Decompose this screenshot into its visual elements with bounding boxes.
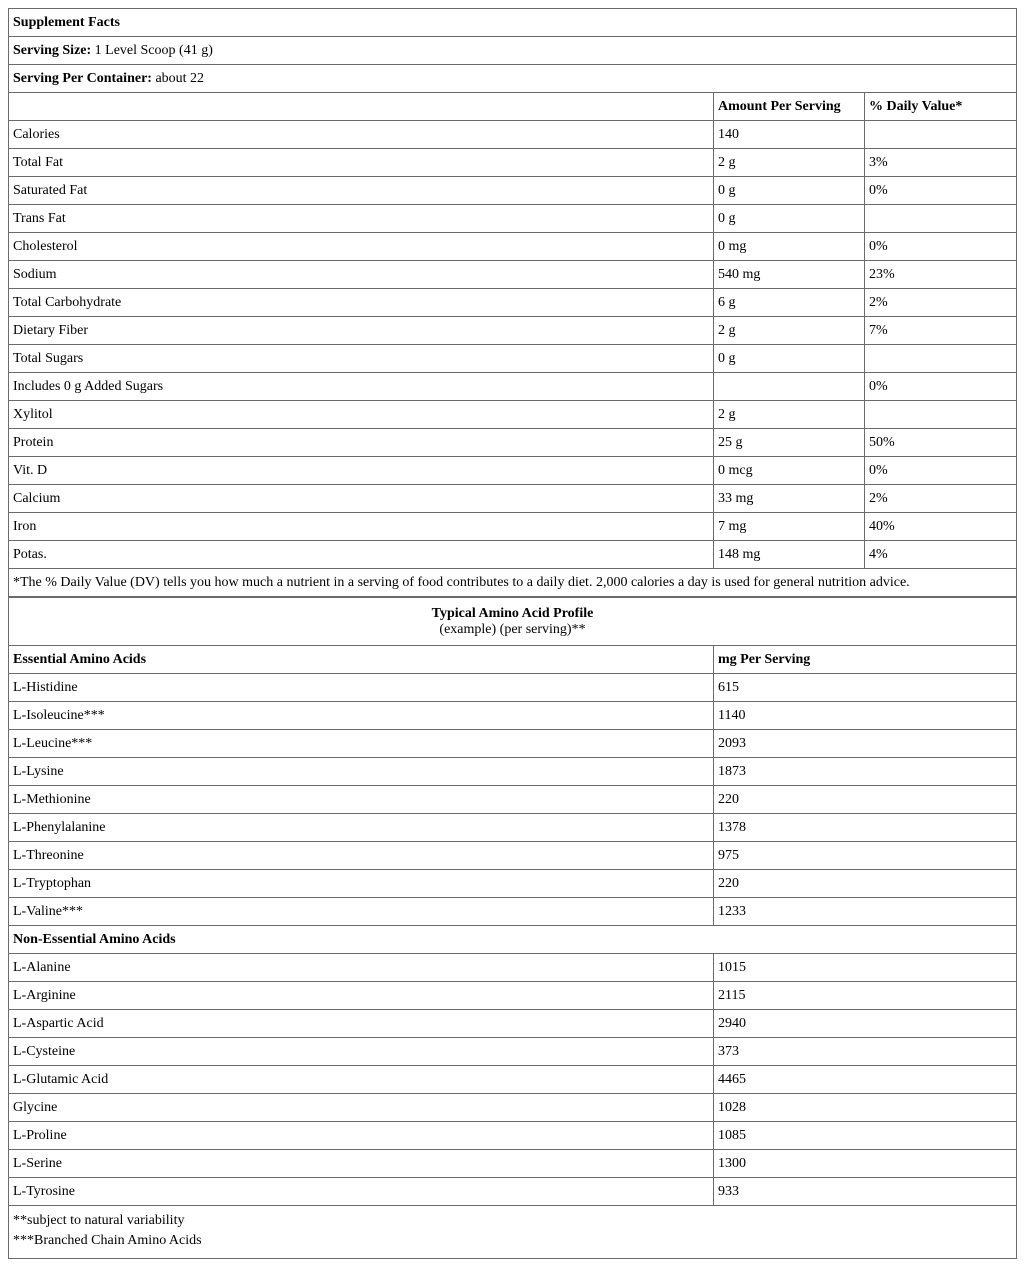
amino-name: L-Threonine <box>9 842 714 870</box>
essential-header: Essential Amino Acids <box>9 646 714 674</box>
footnote-bcaa: ***Branched Chain Amino Acids <box>13 1233 202 1248</box>
nutrient-name: Saturated Fat <box>9 177 714 205</box>
nutrient-name: Total Carbohydrate <box>9 289 714 317</box>
amino-name: L-Histidine <box>9 674 714 702</box>
amino-mg: 373 <box>714 1038 1017 1066</box>
daily-value-column-header: % Daily Value* <box>865 93 1017 121</box>
facts-title-row <box>9 9 1017 37</box>
nutrient-row <box>9 289 1017 317</box>
nutrient-amount: 0 mg <box>714 233 865 261</box>
supplement-facts-table <box>8 8 1017 597</box>
amino-name: L-Proline <box>9 1122 714 1150</box>
essential-amino-row <box>9 730 1017 758</box>
amount-column-header: Amount Per Serving <box>714 93 865 121</box>
nonessential-amino-row <box>9 1150 1017 1178</box>
nutrient-daily-value <box>865 121 1017 149</box>
daily-value-disclaimer: *The % Daily Value (DV) tells you how much a nutrient in a serving of food contributes to a daily diet. 2,000 calories a day is used for general nutrition advice. <box>9 569 1017 597</box>
nutrient-amount <box>714 373 865 401</box>
nutrient-row <box>9 121 1017 149</box>
nutrient-daily-value: 0% <box>865 457 1017 485</box>
nutrient-row <box>9 457 1017 485</box>
servings-value: about 22 <box>155 70 205 86</box>
nonessential-amino-row <box>9 982 1017 1010</box>
servings-label: Serving Per Container: <box>13 70 152 86</box>
essential-header-row <box>9 646 1017 674</box>
amino-name: L-Aspartic Acid <box>9 1010 714 1038</box>
nutrient-daily-value <box>865 205 1017 233</box>
nutrient-daily-value: 3% <box>865 149 1017 177</box>
nutrient-amount: 0 g <box>714 177 865 205</box>
amino-name: Glycine <box>9 1094 714 1122</box>
amino-name: L-Isoleucine*** <box>9 702 714 730</box>
amino-mg: 1028 <box>714 1094 1017 1122</box>
nutrient-row <box>9 317 1017 345</box>
amino-mg: 933 <box>714 1178 1017 1206</box>
nutrient-name: Includes 0 g Added Sugars <box>9 373 714 401</box>
servings-per-container <box>9 65 1017 93</box>
nutrient-amount: 7 mg <box>714 513 865 541</box>
amino-mg: 2115 <box>714 982 1017 1010</box>
nutrient-row <box>9 485 1017 513</box>
amino-title: Typical Amino Acid Profile <box>431 605 594 621</box>
nutrient-amount: 0 mcg <box>714 457 865 485</box>
nutrient-name: Sodium <box>9 261 714 289</box>
amino-title-row <box>9 598 1017 646</box>
amino-subtitle: (example) (per serving)** <box>439 621 586 637</box>
nutrient-daily-value: 2% <box>865 289 1017 317</box>
essential-amino-row <box>9 702 1017 730</box>
serving-size-label: Serving Size: <box>13 42 92 58</box>
amino-mg: 1085 <box>714 1122 1017 1150</box>
amino-mg: 1140 <box>714 702 1017 730</box>
nutrient-name: Xylitol <box>9 401 714 429</box>
nutrient-row <box>9 177 1017 205</box>
amino-title-cell <box>9 598 1017 646</box>
nutrient-row <box>9 401 1017 429</box>
essential-amino-row <box>9 758 1017 786</box>
amino-name: L-Leucine*** <box>9 730 714 758</box>
nutrient-daily-value: 2% <box>865 485 1017 513</box>
amino-mg: 2093 <box>714 730 1017 758</box>
nutrient-daily-value: 23% <box>865 261 1017 289</box>
amino-mg: 1015 <box>714 954 1017 982</box>
mg-column-header: mg Per Serving <box>714 646 1017 674</box>
amino-mg: 2940 <box>714 1010 1017 1038</box>
nutrient-daily-value: 0% <box>865 373 1017 401</box>
nutrient-amount: 0 g <box>714 205 865 233</box>
amino-name: L-Valine*** <box>9 898 714 926</box>
nutrient-daily-value <box>865 345 1017 373</box>
facts-header-row <box>9 93 1017 121</box>
nonessential-amino-row <box>9 954 1017 982</box>
essential-amino-row <box>9 842 1017 870</box>
amino-mg: 220 <box>714 786 1017 814</box>
nonessential-amino-row <box>9 1094 1017 1122</box>
footnotes <box>9 1206 1017 1259</box>
amino-name: L-Methionine <box>9 786 714 814</box>
amino-name: L-Alanine <box>9 954 714 982</box>
nutrient-name: Potas. <box>9 541 714 569</box>
nonessential-header-row <box>9 926 1017 954</box>
essential-amino-row <box>9 898 1017 926</box>
essential-amino-row <box>9 674 1017 702</box>
nutrient-row <box>9 513 1017 541</box>
essential-amino-row <box>9 786 1017 814</box>
nutrient-row <box>9 345 1017 373</box>
nutrient-name: Trans Fat <box>9 205 714 233</box>
nutrient-name: Dietary Fiber <box>9 317 714 345</box>
nutrient-row <box>9 205 1017 233</box>
nutrient-row <box>9 261 1017 289</box>
nutrient-daily-value: 40% <box>865 513 1017 541</box>
amino-mg: 1233 <box>714 898 1017 926</box>
amino-mg: 4465 <box>714 1066 1017 1094</box>
nutrient-daily-value: 50% <box>865 429 1017 457</box>
footnotes-row <box>9 1206 1017 1259</box>
nonessential-header: Non-Essential Amino Acids <box>9 926 1017 954</box>
amino-name: L-Arginine <box>9 982 714 1010</box>
nutrient-row <box>9 429 1017 457</box>
nutrient-name: Calcium <box>9 485 714 513</box>
disclaimer-row <box>9 569 1017 597</box>
amino-name: L-Lysine <box>9 758 714 786</box>
amino-name: L-Glutamic Acid <box>9 1066 714 1094</box>
nutrient-name: Iron <box>9 513 714 541</box>
nutrient-amount: 540 mg <box>714 261 865 289</box>
nutrient-name: Total Sugars <box>9 345 714 373</box>
amino-mg: 220 <box>714 870 1017 898</box>
nutrient-daily-value: 4% <box>865 541 1017 569</box>
nutrient-daily-value: 0% <box>865 233 1017 261</box>
nonessential-amino-row <box>9 1010 1017 1038</box>
nutrient-amount: 148 mg <box>714 541 865 569</box>
essential-amino-row <box>9 870 1017 898</box>
amino-name: L-Tryptophan <box>9 870 714 898</box>
amino-mg: 1873 <box>714 758 1017 786</box>
footnote-variability: **subject to natural variability <box>13 1213 185 1228</box>
nutrient-amount: 33 mg <box>714 485 865 513</box>
servings-per-container-row <box>9 65 1017 93</box>
nutrient-amount: 6 g <box>714 289 865 317</box>
nutrient-name: Vit. D <box>9 457 714 485</box>
amino-acid-table <box>8 597 1017 1259</box>
nutrient-amount: 2 g <box>714 317 865 345</box>
facts-title: Supplement Facts <box>9 9 1017 37</box>
nutrient-amount: 0 g <box>714 345 865 373</box>
serving-size-row <box>9 37 1017 65</box>
nutrient-daily-value: 7% <box>865 317 1017 345</box>
amino-name: L-Phenylalanine <box>9 814 714 842</box>
essential-amino-row <box>9 814 1017 842</box>
nutrient-row <box>9 149 1017 177</box>
amino-mg: 1378 <box>714 814 1017 842</box>
nonessential-amino-row <box>9 1122 1017 1150</box>
nutrient-name: Total Fat <box>9 149 714 177</box>
amino-mg: 615 <box>714 674 1017 702</box>
nutrient-amount: 140 <box>714 121 865 149</box>
nutrient-row <box>9 541 1017 569</box>
nutrient-row <box>9 233 1017 261</box>
amino-name: L-Tyrosine <box>9 1178 714 1206</box>
amino-mg: 1300 <box>714 1150 1017 1178</box>
nutrient-amount: 25 g <box>714 429 865 457</box>
nutrient-amount: 2 g <box>714 149 865 177</box>
nutrient-name: Cholesterol <box>9 233 714 261</box>
nonessential-amino-row <box>9 1178 1017 1206</box>
nonessential-amino-row <box>9 1066 1017 1094</box>
nutrient-daily-value: 0% <box>865 177 1017 205</box>
facts-header-blank <box>9 93 714 121</box>
nutrient-name: Protein <box>9 429 714 457</box>
serving-size-value: 1 Level Scoop (41 g) <box>94 42 213 58</box>
nutrient-daily-value <box>865 401 1017 429</box>
serving-size <box>9 37 1017 65</box>
amino-name: L-Serine <box>9 1150 714 1178</box>
nonessential-amino-row <box>9 1038 1017 1066</box>
amino-name: L-Cysteine <box>9 1038 714 1066</box>
amino-mg: 975 <box>714 842 1017 870</box>
nutrient-row <box>9 373 1017 401</box>
nutrient-name: Calories <box>9 121 714 149</box>
nutrient-amount: 2 g <box>714 401 865 429</box>
